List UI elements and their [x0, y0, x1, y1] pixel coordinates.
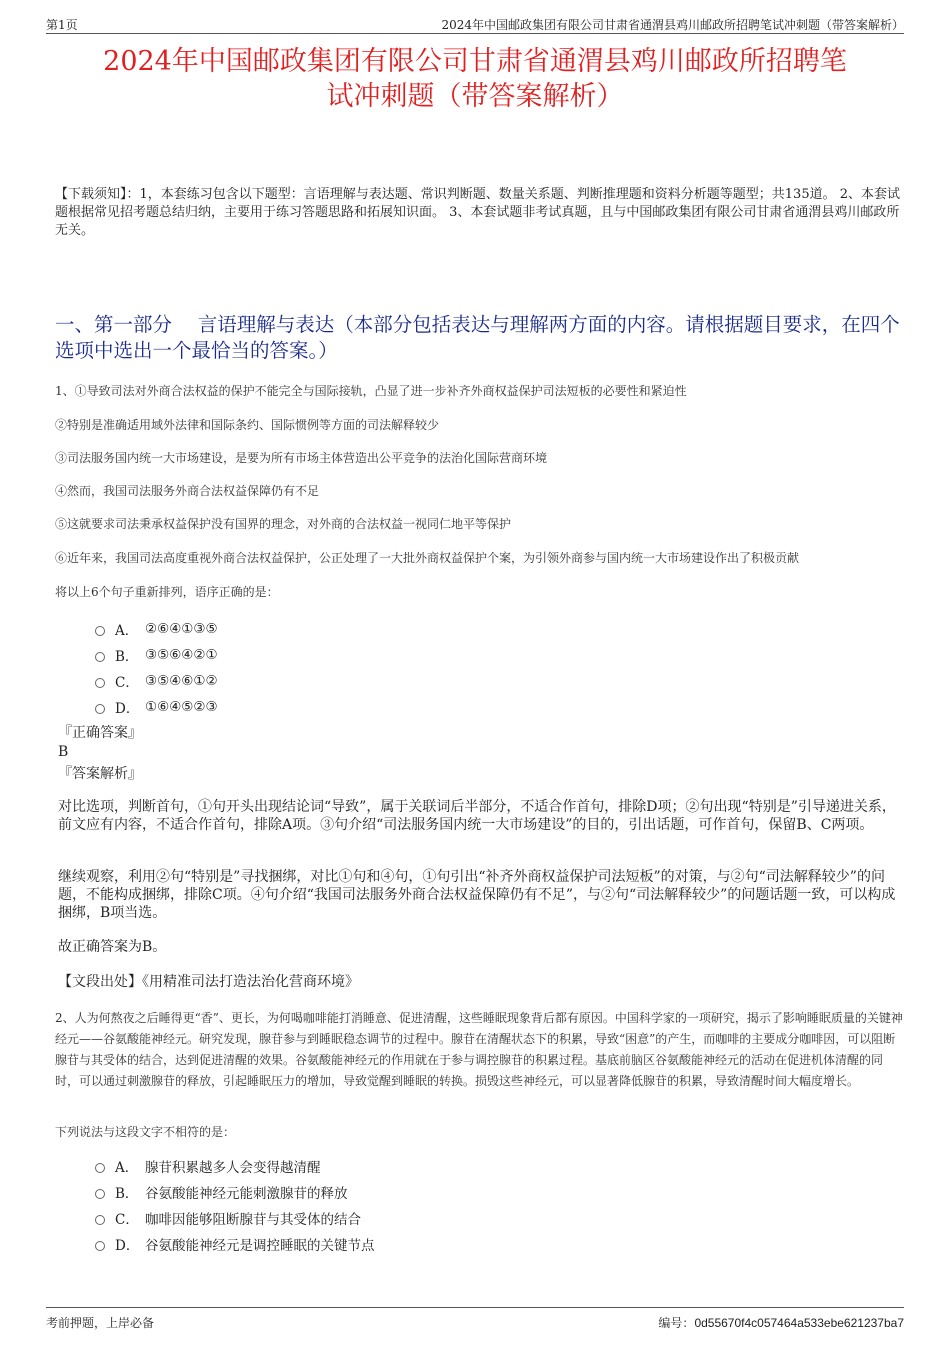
option-letter: A．	[115, 1160, 139, 1176]
source-citation: 【文段出处】《用精准司法打造法治化营商环境》	[58, 974, 359, 990]
q1-sentence-2: ②特别是准确适用域外法律和国际条约、国际惯例等方面的司法解释较少	[55, 418, 440, 432]
option-text: ②⑥④①③⑤	[145, 621, 218, 637]
radio-icon[interactable]	[95, 1215, 105, 1225]
radio-icon[interactable]	[95, 1189, 105, 1199]
q1-option-c[interactable]	[95, 668, 595, 694]
section-heading: 一、第一部分 言语理解与表达（本部分包括表达与理解两方面的内容。请根据题目要求，在四个选项中选出一个最恰当的答案。）	[55, 313, 900, 362]
answer-label: 『正确答案』	[58, 725, 142, 741]
page-header	[46, 14, 904, 34]
analysis-conclusion: 故正确答案为B。	[58, 939, 167, 955]
q1-option-a[interactable]	[95, 616, 595, 642]
option-letter: D．	[115, 701, 140, 717]
option-letter: C．	[115, 1212, 139, 1228]
header-doc-title: 2024年中国邮政集团有限公司甘肃省通渭县鸡川邮政所招聘笔试冲刺题（带答案解析）	[441, 18, 904, 32]
q2-option-b[interactable]	[95, 1179, 595, 1205]
footer-slogan: 考前押题，上岸必备	[46, 1316, 155, 1330]
title-line-2: 试冲刺题（带答案解析）	[326, 81, 624, 112]
footer-code-label: 编号：	[658, 1316, 695, 1330]
page-footer	[46, 1307, 904, 1331]
option-text: 谷氨酸能神经元能刺激腺苷的释放	[145, 1186, 348, 1202]
radio-icon[interactable]	[95, 704, 105, 714]
q2-option-d[interactable]	[95, 1231, 595, 1257]
page-number: 第1页	[46, 18, 78, 32]
option-letter: C．	[115, 675, 139, 691]
radio-icon[interactable]	[95, 652, 105, 662]
option-text: ③⑤④⑥①②	[145, 673, 218, 689]
radio-icon[interactable]	[95, 626, 105, 636]
q1-prompt: 将以上6个句子重新排列，语序正确的是：	[55, 585, 279, 599]
option-letter: B．	[115, 649, 139, 665]
option-text: 腺苷积累越多人会变得越清醒	[145, 1160, 321, 1176]
radio-icon[interactable]	[95, 1163, 105, 1173]
q2-options	[95, 1153, 595, 1257]
q1-sentence-4: ④然而，我国司法服务外商合法权益保障仍有不足	[55, 484, 320, 498]
document-title	[40, 44, 910, 114]
analysis-paragraph-2: 继续观察，利用②句“特别是”寻找捆绑，对比①句和④句，①句引出“补齐外商权益保护司法短板”的对策，与②句“司法解释较少”的问题，不能构成捆绑，排除C项。④句介绍“我国司法服务外商合法权益保障仍有不足”，与②句“司法解释较少”的问题话题一致，可以构成捆绑，B项当选。	[58, 869, 896, 921]
analysis-paragraph-1: 对比选项，判断首句，①句开头出现结论词“导致”，属于关联词后半部分，不适合作首句，排除D项；②句出现“特别是”引导递进关系，前文应有内容，不适合作首句，排除A项。③句介绍“司法服务国内统一大市场建设”的目的，引出话题，可作首句，保留B、C两项。	[58, 799, 896, 833]
q2-option-c[interactable]	[95, 1205, 595, 1231]
option-letter: A．	[115, 623, 139, 639]
footer-code	[658, 1314, 904, 1331]
q1-options	[95, 616, 595, 720]
option-text: ③⑤⑥④②①	[145, 647, 218, 663]
answer-value: B	[58, 744, 69, 760]
q2-option-a[interactable]	[95, 1153, 595, 1179]
q2-prompt: 下列说法与这段文字不相符的是：	[55, 1125, 236, 1139]
option-text: 咖啡因能够阻断腺苷与其受体的结合	[145, 1212, 361, 1228]
q1-option-d[interactable]	[95, 694, 595, 720]
radio-icon[interactable]	[95, 1241, 105, 1251]
radio-icon[interactable]	[95, 678, 105, 688]
q1-sentence-5: ⑤这就要求司法秉承权益保护没有国界的理念，对外商的合法权益一视同仁地平等保护	[55, 517, 512, 531]
q1-sentence-6: ⑥近年来，我国司法高度重视外商合法权益保护，公正处理了一大批外商权益保护个案，为引领外商参与国内统一大市场建设作出了积极贡献	[55, 551, 800, 565]
q1-sentence-1: 1、①导致司法对外商合法权益的保护不能完全与国际接轨，凸显了进一步补齐外商权益保护司法短板的必要性和紧迫性	[55, 384, 687, 398]
analysis-label: 『答案解析』	[58, 766, 142, 782]
option-text: 谷氨酸能神经元是调控睡眠的关键节点	[145, 1238, 375, 1254]
option-letter: D．	[115, 1238, 140, 1254]
q1-option-b[interactable]	[95, 642, 595, 668]
option-text: ①⑥④⑤②③	[145, 699, 218, 715]
q1-sentence-3: ③司法服务国内统一大市场建设，是要为所有市场主体营造出公平竞争的法治化国际营商环境	[55, 451, 548, 465]
download-notice: 【下载须知】：1，本套练习包含以下题型：言语理解与表达题、常识判断题、数量关系题、判断推理题和资料分析题等题型；共135道。 2、本套试题根据常见招考题总结归纳，主要用于练习答题思路和拓展知识面。 3、本套试题非考试真题，且与中国邮政集团有限公司甘肃省通渭县鸡川邮政所无关。	[55, 187, 900, 238]
footer-code-value: 0d55670f4c057464a533ebe621237ba7	[694, 1316, 904, 1330]
option-letter: B．	[115, 1186, 139, 1202]
q2-stem: 2、人为何熬夜之后睡得更“香”、更长，为何喝咖啡能打消睡意、促进清醒，这些睡眠现象背后都有原因。中国科学家的一项研究，揭示了影响睡眠质量的关键神经元——谷氨酸能神经元。研究发现，腺苷参与到睡眠稳态调节的过程中。腺苷在清醒状态下的积累，导致“困意”的产生，而咖啡的主要成分咖啡因，可以阻断腺苷与其受体的结合，达到促进清醒的效果。谷氨酸能神经元的作用就在于参与调控腺苷的积累过程。基底前脑区谷氨酸能神经元的活动在促进机体清醒的同时，可以通过刺激腺苷的释放，引起睡眠压力的增加，导致觉醒到睡眠的转换。损毁这些神经元，可以显著降低腺苷的积累，导致清醒时间大幅度增长。	[55, 1011, 903, 1088]
title-line-1: 2024年中国邮政集团有限公司甘肃省通渭县鸡川邮政所招聘笔	[103, 46, 847, 77]
